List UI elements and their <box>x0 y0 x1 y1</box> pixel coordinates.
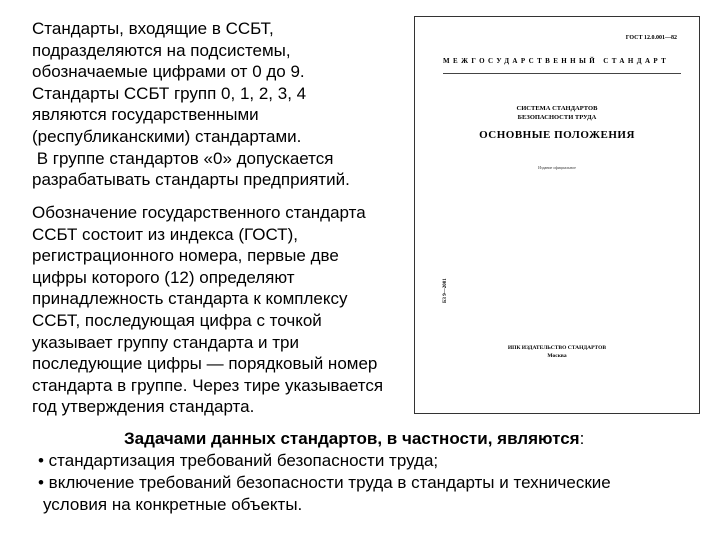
publisher-line: ИПК ИЗДАТЕЛЬСТВО СТАНДАРТОВ <box>507 345 607 351</box>
text-line: ССБТ состоит из индекса (ГОСТ), <box>32 224 298 244</box>
document-title: ОСНОВНЫЕ ПОЛОЖЕНИЯ <box>479 129 635 141</box>
publisher-line: Москва <box>547 353 567 359</box>
tasks-heading-text: Задачами данных стандартов, в частности, являются <box>124 429 580 448</box>
tasks-section <box>38 428 708 516</box>
text-line: являются государственными <box>32 105 259 125</box>
text-line: разрабатывать стандарты предприятий. <box>32 170 350 190</box>
text-line: год утверждения стандарта. <box>32 397 255 417</box>
text-line: указывает группу стандарта и три <box>32 332 300 352</box>
system-line: СИСТЕМА СТАНДАРТОВ <box>516 105 598 112</box>
system-name <box>415 104 699 122</box>
interstate-standard-banner: МЕЖГОСУДАРСТВЕННЫЙ СТАНДАРТ <box>443 57 670 65</box>
side-label: БЗ 9—2001 <box>443 278 448 303</box>
text-line: Стандарты ССБТ групп 0, 1, 2, 3, 4 <box>32 83 307 103</box>
edition-note: Издание официальное <box>538 165 576 170</box>
text-line: принадлежность стандарта к комплексу <box>32 289 348 309</box>
text-line: (республиканскими) стандартами. <box>32 126 302 146</box>
text-line: последующие цифры — порядковый номер <box>32 354 378 374</box>
text-line: обозначаемые цифрами от 0 до 9. <box>32 62 305 82</box>
text-line: цифры которого (12) определяют <box>32 267 295 287</box>
text-line: регистрационного номера, первые две <box>32 246 339 266</box>
paragraph-ssbt-subsystems <box>32 18 412 191</box>
text-line: Стандарты, входящие в ССБТ, <box>32 19 274 38</box>
publisher <box>415 344 699 360</box>
text-line: Обозначение государственного стандарта <box>32 203 366 222</box>
text-line: стандарта в группе. Через тире указывается <box>32 375 384 395</box>
list-item: • стандартизация требований безопасности труда; <box>38 451 439 470</box>
gost-cover-page-image <box>414 16 700 414</box>
system-line: БЕЗОПАСНОСТИ ТРУДА <box>517 114 597 121</box>
gost-code: ГОСТ 12.0.001—82 <box>625 35 677 41</box>
tasks-heading <box>38 428 708 450</box>
text-line: ССБТ, последующая цифра с точкой <box>32 310 322 330</box>
list-item: • включение требований безопасности труда в стандарты и технические <box>38 473 611 492</box>
banner-rule <box>443 73 681 74</box>
text-line: подразделяются на подсистемы, <box>32 40 291 60</box>
text-line: В группе стандартов «0» допускается <box>32 148 334 168</box>
tasks-heading-colon: : <box>579 429 585 448</box>
list-item-continuation: условия на конкретные объекты. <box>43 495 303 514</box>
paragraph-standard-designation <box>32 202 412 418</box>
